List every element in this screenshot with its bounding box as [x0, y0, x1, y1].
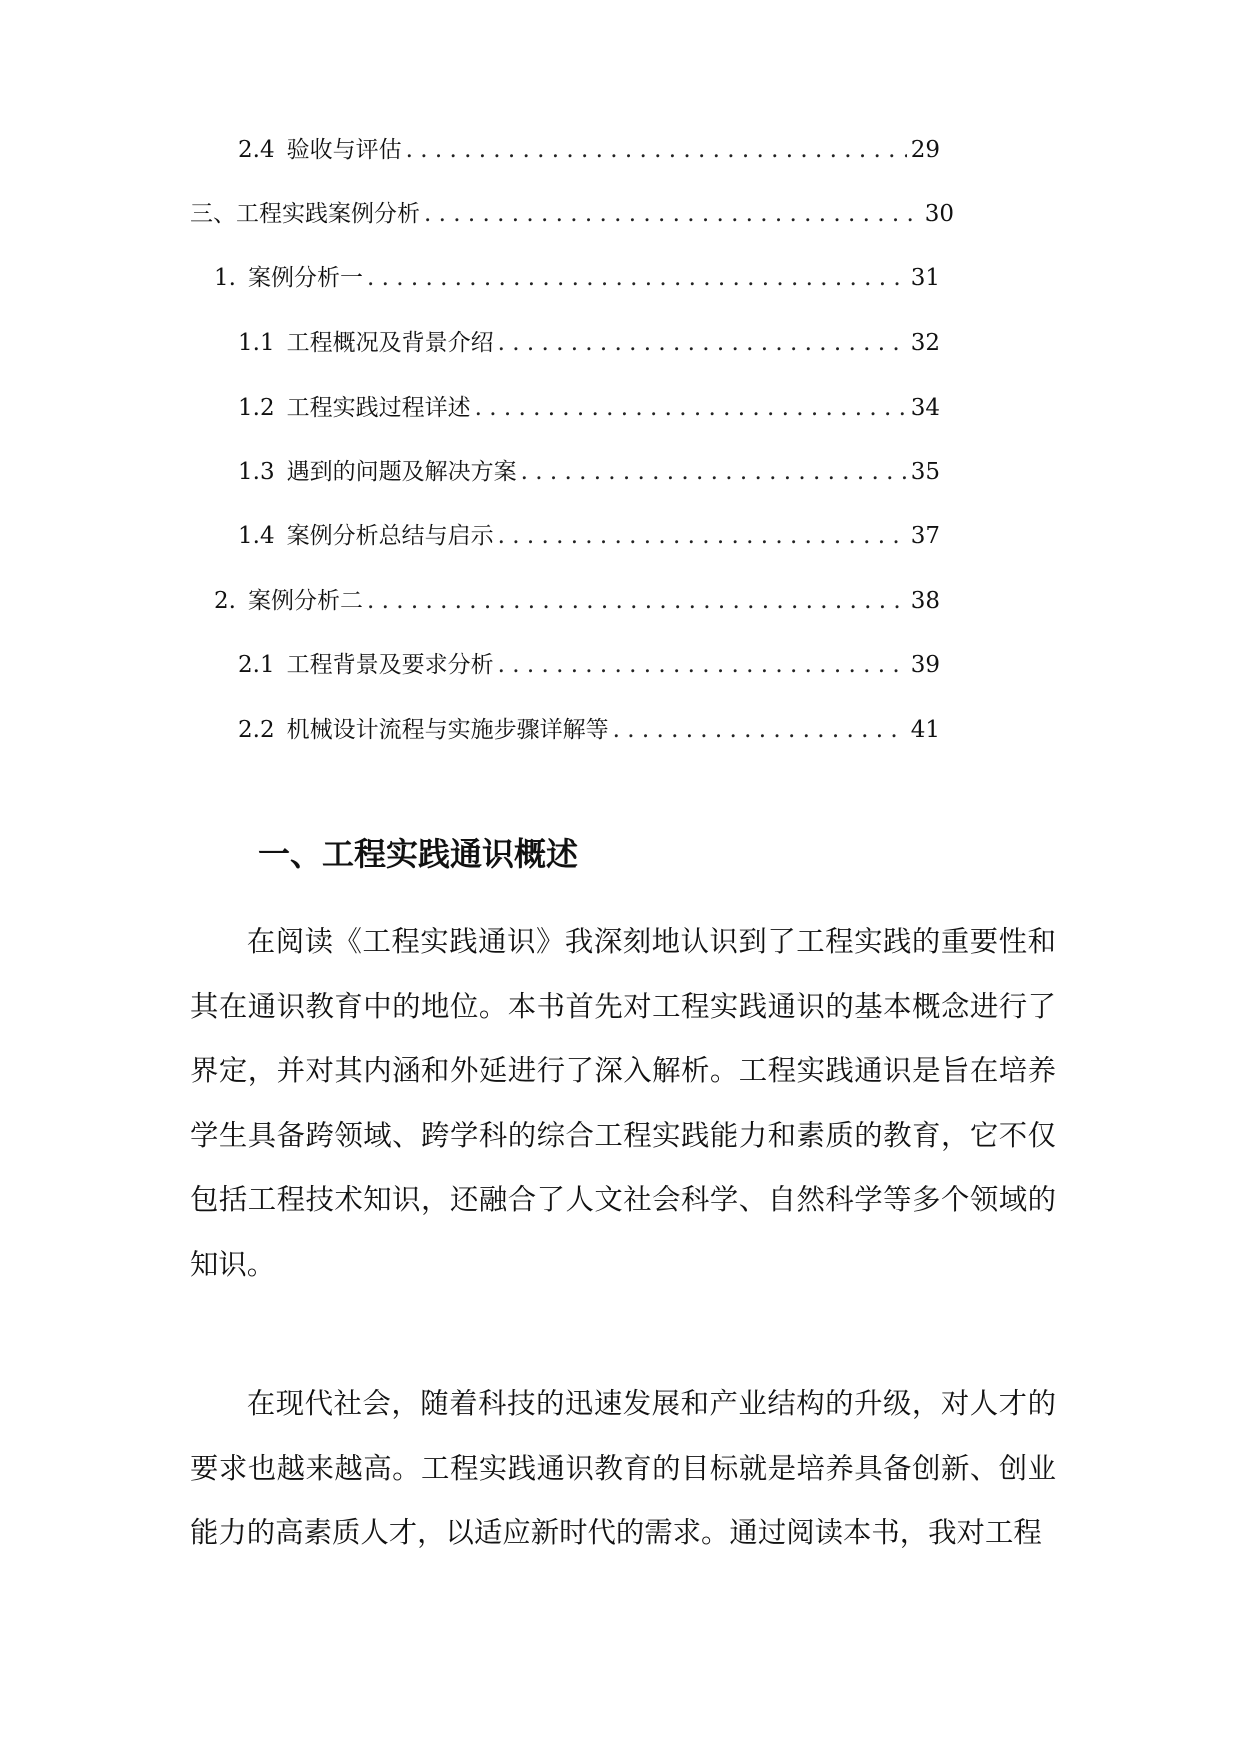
- toc-entry-title: 三、工程实践案例分析: [190, 201, 420, 227]
- toc-entry[interactable]: [238, 388, 940, 428]
- toc-entry-number: 2.1: [238, 652, 275, 678]
- section-heading: 一、工程实践通识概述: [258, 835, 579, 873]
- toc-leader-dots: [498, 323, 907, 363]
- toc-entry[interactable]: [238, 516, 940, 556]
- toc-leader-dots: [406, 130, 907, 170]
- toc-entry-number: 2.: [214, 588, 236, 614]
- toc-entry-number: 2.2: [238, 717, 275, 743]
- toc-entry[interactable]: [238, 710, 940, 750]
- toc-entry-number: 1.: [214, 265, 236, 291]
- body-paragraph: 在现代社会，随着科技的迅速发展和产业结构的升级，对人才的要求也越来越高。工程实践通识教育的目标就是培养具备创新、创业能力的高素质人才，以适应新时代的需求。通过阅读本书，我对工程: [190, 1387, 1056, 1549]
- toc-entry[interactable]: [238, 130, 940, 170]
- toc-entry-page: 31: [910, 265, 940, 291]
- toc-entry-title: 工程概况及背景介绍: [286, 330, 494, 356]
- toc-entry-title: 工程背景及要求分析: [286, 652, 494, 678]
- toc-entry-title: 工程实践过程详述: [286, 395, 471, 421]
- toc-entry-page: 41: [910, 717, 940, 743]
- toc-leader-dots: [475, 388, 907, 428]
- toc-entry-page: 37: [910, 523, 940, 549]
- toc-entry-page: 29: [910, 137, 940, 163]
- toc-entry-number: 1.3: [238, 459, 275, 485]
- toc-entry-number: 1.4: [238, 523, 275, 549]
- toc-entry[interactable]: [214, 258, 940, 298]
- toc-entry[interactable]: [238, 323, 940, 363]
- toc-entry[interactable]: [190, 194, 954, 234]
- toc-entry-title: 验收与评估: [286, 137, 402, 163]
- toc-leader-dots: [367, 581, 907, 621]
- toc-entry-page: 34: [910, 395, 940, 421]
- toc-entry-title: 遇到的问题及解决方案: [286, 459, 517, 485]
- toc-entry-title: 案例分析总结与启示: [286, 523, 494, 549]
- toc-leader-dots: [498, 516, 907, 556]
- toc-entry-page: 39: [910, 652, 940, 678]
- body-paragraph: 在阅读《工程实践通识》我深刻地认识到了工程实践的重要性和其在通识教育中的地位。本书首先对工程实践通识的基本概念进行了界定，并对其内涵和外延进行了深入解析。工程实践通识是旨在培养学生具备跨领域、跨学科的综合工程实践能力和素质的教育，它不仅包括工程技术知识，还融合了人文社会科学、自然科学等多个领域的知识。: [190, 925, 1056, 1281]
- toc-leader-dots: [613, 710, 907, 750]
- toc-entry-title: 案例分析二: [247, 588, 363, 614]
- toc-leader-dots: [367, 258, 907, 298]
- toc-entry-number: 2.4: [238, 137, 275, 163]
- toc-entry-page: 38: [910, 588, 940, 614]
- toc-entry-title: 机械设计流程与实施步骤详解等: [286, 717, 609, 743]
- toc-entry[interactable]: [238, 452, 940, 492]
- toc-leader-dots: [424, 194, 921, 234]
- toc-entry-number: 1.2: [238, 395, 275, 421]
- toc-leader-dots: [498, 645, 907, 685]
- toc-leader-dots: [521, 452, 907, 492]
- toc-entry-page: 30: [924, 201, 954, 227]
- toc-entry-number: 1.1: [238, 330, 275, 356]
- toc-entry-title: 案例分析一: [247, 265, 363, 291]
- toc-entry[interactable]: [214, 581, 940, 621]
- toc-entry-page: 35: [910, 459, 940, 485]
- toc-entry[interactable]: [238, 645, 940, 685]
- toc-entry-page: 32: [910, 330, 940, 356]
